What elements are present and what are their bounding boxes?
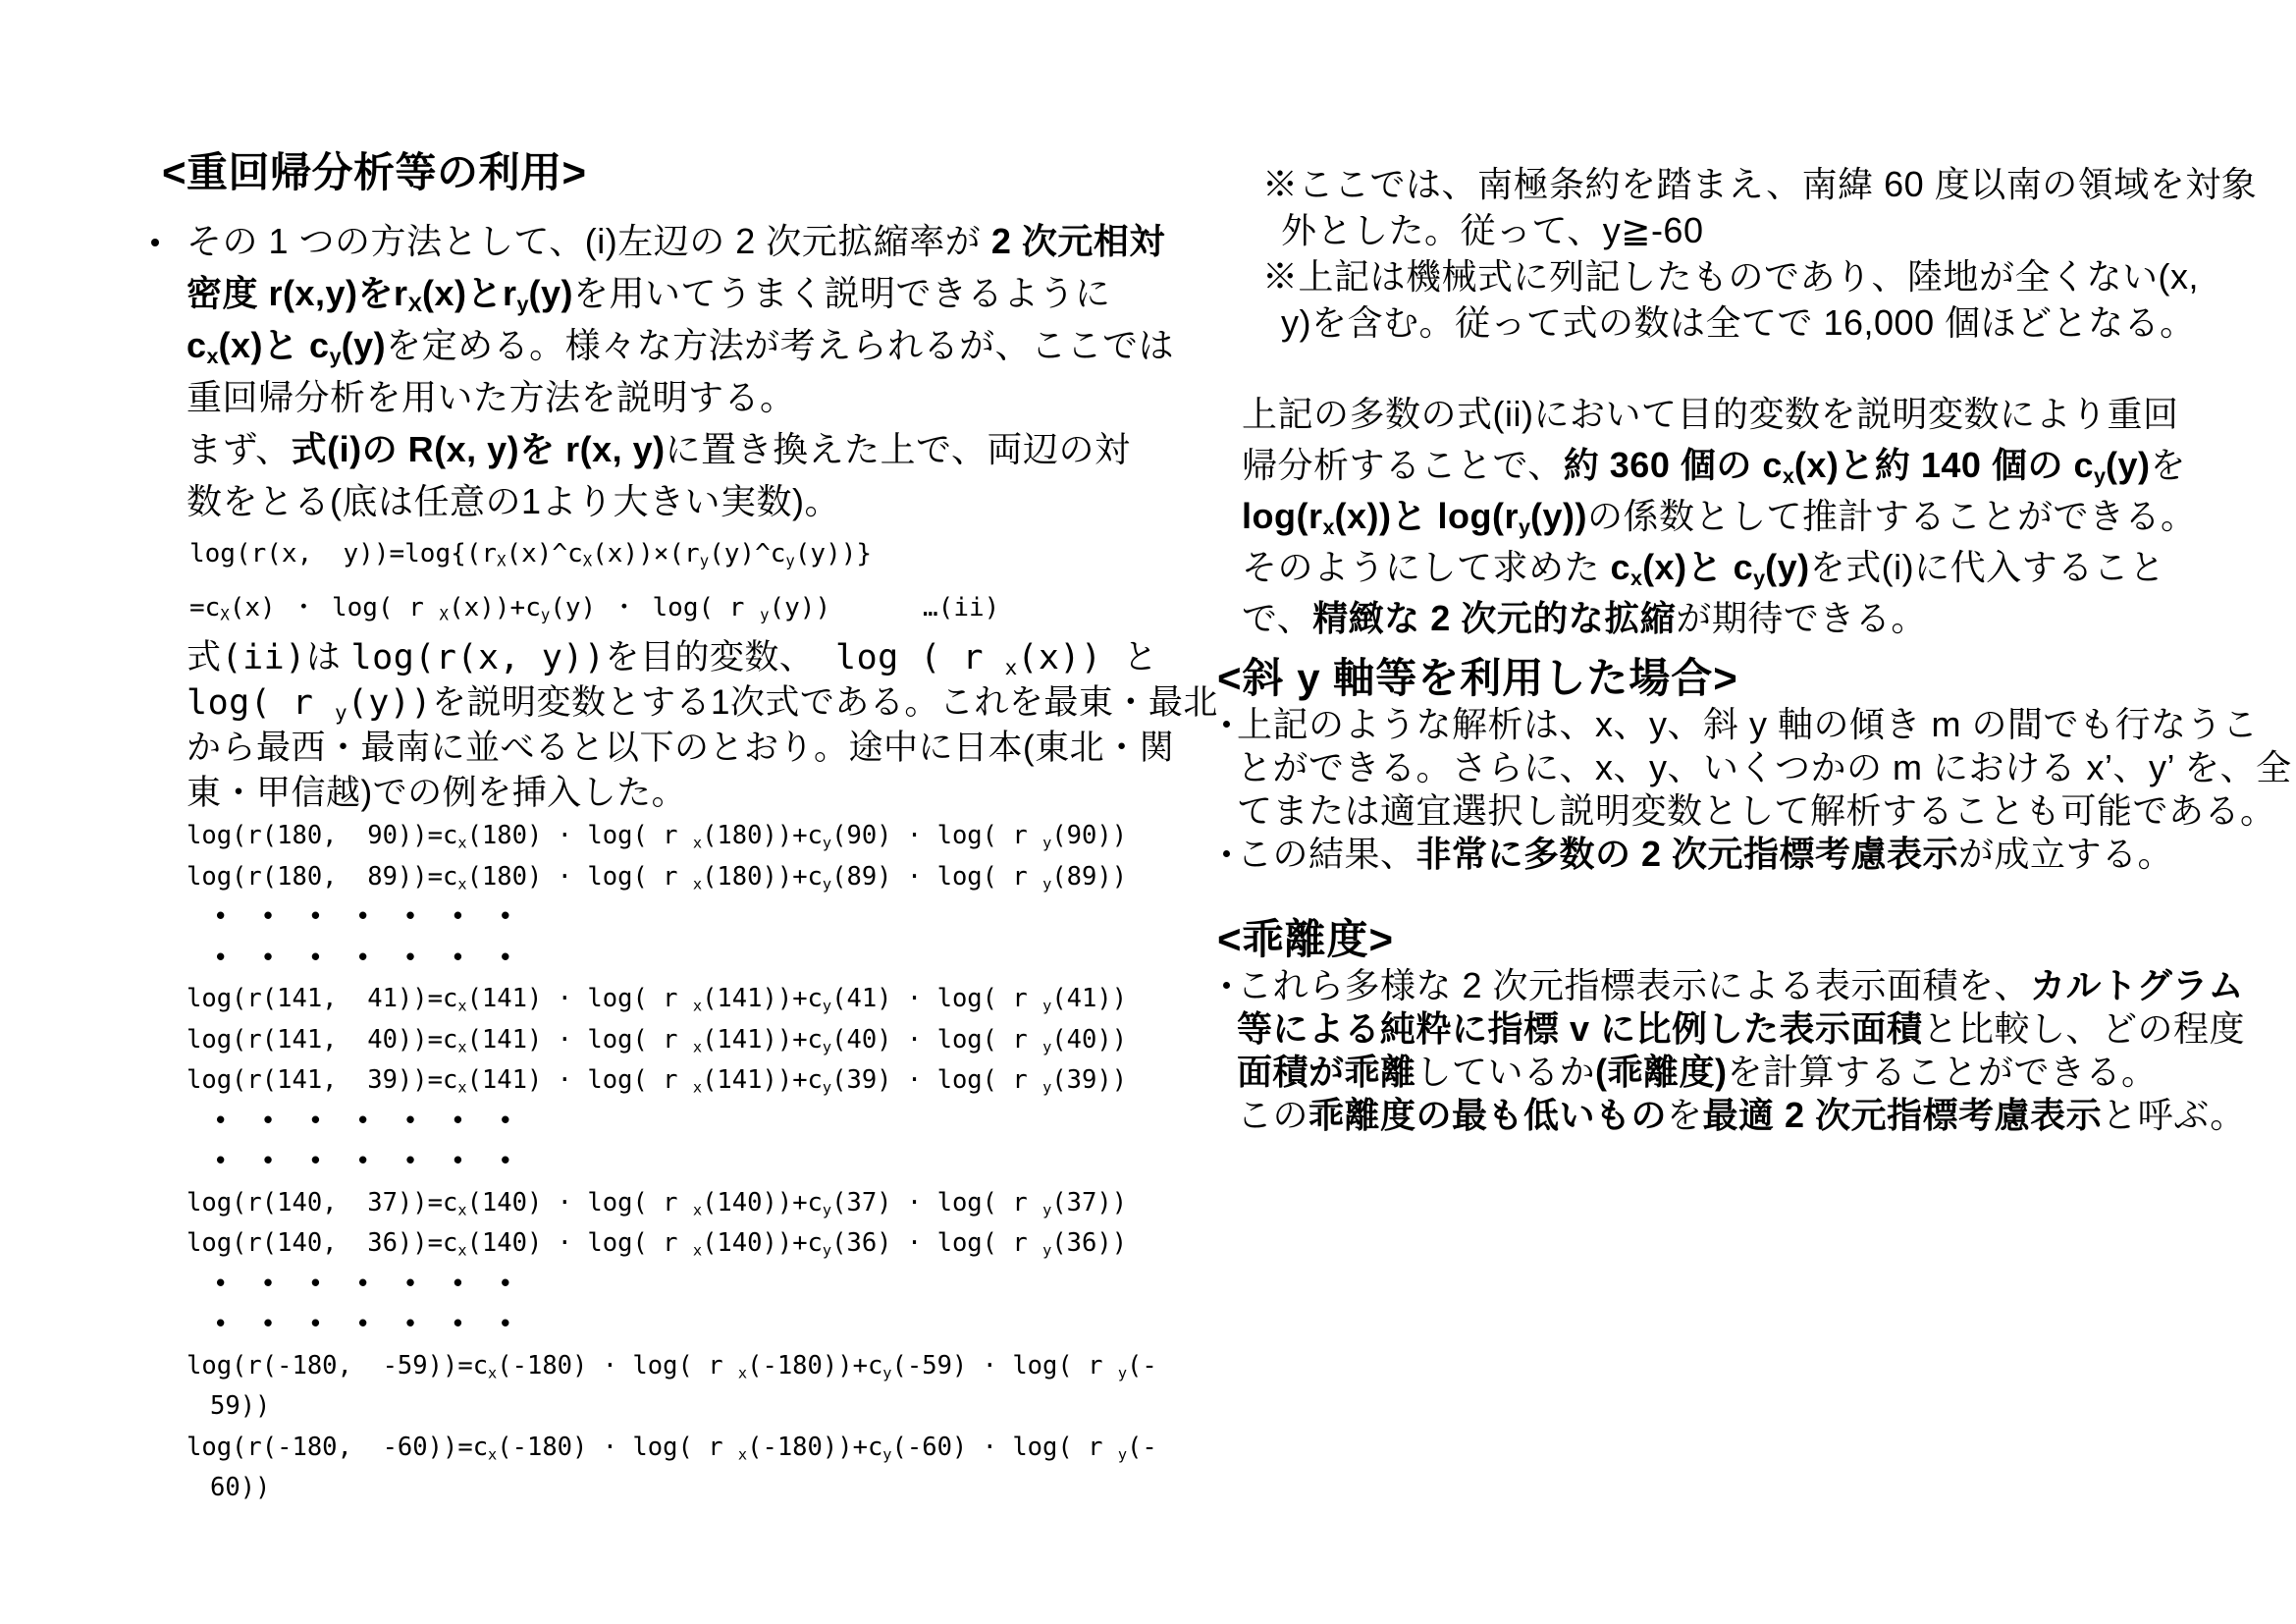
text-segment: X xyxy=(439,606,449,624)
text-segment: (x))×(r xyxy=(592,539,700,568)
text-segment: log(r(-180, -59))=c xyxy=(187,1350,489,1380)
formula-line xyxy=(149,527,1170,581)
text-segment: (41)) xyxy=(1051,984,1128,1013)
text-segment: x xyxy=(206,344,219,369)
text-segment: (180))+c xyxy=(702,821,823,850)
text-segment: y xyxy=(1518,514,1530,540)
text-segment: (141) · log( r xyxy=(466,1024,693,1055)
text-segment: を説明変数とする1次式である。これを最東・最北 xyxy=(431,683,1218,722)
text-segment: log(r(x, y)) xyxy=(350,638,606,677)
text-segment: y xyxy=(2093,463,2106,489)
text-segment: (89)) xyxy=(1051,861,1128,892)
text-segment: 式 xyxy=(187,638,222,677)
text-segment: r xyxy=(502,273,517,313)
text-segment: (y) ・ log( r xyxy=(550,593,761,623)
text-line xyxy=(149,635,1170,680)
text-segment: (x)と約 140 個の c xyxy=(1793,445,2094,485)
text-segment: x xyxy=(457,997,467,1015)
text-segment: ※ここでは、南極条約を踏まえ、南緯 60 度以南の領域を対象 xyxy=(1262,164,2258,204)
list-item-line xyxy=(1217,964,2268,1007)
text-segment: x xyxy=(1782,463,1794,489)
note-line xyxy=(1217,161,2268,207)
text-segment: =c xyxy=(189,593,221,623)
text-segment: log( r xyxy=(187,683,336,723)
text-segment: カルトグラム xyxy=(2030,965,2244,1005)
text-segment: 数をとる(底は任意の1より大きい実数)。 xyxy=(187,481,840,521)
text-line xyxy=(149,371,1170,423)
ellipsis-line xyxy=(149,1305,1170,1346)
text-segment: y xyxy=(1117,1444,1128,1463)
text-segment: を計算することができる。 xyxy=(1727,1052,2158,1092)
text-segment: y xyxy=(329,344,342,369)
left-column xyxy=(149,147,1218,1509)
text-segment: (40) · log( r xyxy=(831,1024,1043,1055)
text-segment: y xyxy=(1042,1078,1052,1097)
section-heading: <重回帰分析等の利用> xyxy=(162,149,587,195)
text-segment: (y)) xyxy=(1530,496,1587,536)
text-segment: X xyxy=(407,292,422,317)
equation-line xyxy=(149,816,1170,857)
text-segment: log(r xyxy=(1242,496,1323,536)
text-segment: y xyxy=(1753,566,1766,591)
text-segment: (x) ・ log( r xyxy=(229,593,440,623)
text-segment: 上記の多数の式(ii)において目的変数を説明変数により重回 xyxy=(1242,394,2179,434)
text-segment: x xyxy=(692,874,703,893)
text-segment: ••••••• xyxy=(213,1310,546,1339)
text-segment: log ( r xyxy=(814,638,1005,677)
note-line xyxy=(1217,207,2268,253)
text-segment: 精緻な 2 次元的な拡縮 xyxy=(1312,598,1677,638)
text-segment: y xyxy=(1042,834,1052,852)
text-segment: r xyxy=(394,273,408,313)
text-segment: (-180) · log( r xyxy=(497,1350,738,1380)
text-segment: その 1 つの方法として、(i)左辺の 2 次元拡縮率が xyxy=(187,221,991,261)
text-segment: log(r(141, 41))=c xyxy=(187,984,458,1013)
text-segment: (-59) · log( r xyxy=(891,1350,1118,1380)
text-segment: y xyxy=(822,1200,832,1218)
text-segment: ••••••• xyxy=(213,1106,546,1136)
equation-line xyxy=(149,979,1170,1020)
text-line xyxy=(149,215,1170,267)
text-segment: ••••••• xyxy=(213,1269,546,1299)
text-segment: を定める。様々な方法が考えられるが、ここでは xyxy=(386,325,1175,365)
text-segment: x xyxy=(692,1078,703,1097)
text-segment: (180) · log( r xyxy=(466,821,693,850)
text-segment: (37)) xyxy=(1051,1187,1128,1218)
list-item-line xyxy=(1217,703,2268,746)
text-line xyxy=(149,319,1175,371)
text-segment: ••••••• xyxy=(213,902,546,932)
ellipsis-line xyxy=(149,939,1170,980)
text-segment: x xyxy=(692,1037,703,1056)
text-segment: (36) · log( r xyxy=(831,1228,1043,1258)
text-segment: この xyxy=(1237,1095,1309,1135)
equation-line xyxy=(149,1183,1170,1224)
text-segment: (y)^c xyxy=(709,539,786,568)
left-column-body xyxy=(149,215,1218,1509)
text-segment: y xyxy=(335,700,347,725)
text-segment: (140) · log( r xyxy=(466,1187,693,1218)
text-segment: これら多様な 2 次元指標表示による表示面積を、 xyxy=(1237,965,2031,1005)
text-segment: x xyxy=(1322,514,1335,540)
text-segment: を xyxy=(1667,1095,1703,1135)
text-segment: (141) · log( r xyxy=(466,984,693,1013)
text-segment: <乖離度> xyxy=(1217,916,1395,962)
text-segment: (x)) xyxy=(1017,638,1124,677)
text-segment: を用いてうまく説明できるように xyxy=(573,273,1111,313)
text-segment: <斜 y 軸等を利用した場合> xyxy=(1217,655,1738,701)
text-line xyxy=(149,267,1170,319)
text-segment: 密度 r(x,y)を xyxy=(187,273,395,313)
text-segment: (90)) xyxy=(1051,821,1128,850)
text-segment: log(r(141, 39))=c xyxy=(187,1065,458,1095)
text-segment: log(r(141, 40))=c xyxy=(187,1024,458,1055)
text-segment: (x)と xyxy=(421,273,503,313)
text-segment: (140) · log( r xyxy=(466,1228,693,1258)
text-segment: x xyxy=(488,1444,498,1463)
text-segment: (乖離度) xyxy=(1595,1052,1728,1092)
text-segment: (y) xyxy=(1765,547,1810,587)
text-segment: 帰分析することで、 xyxy=(1242,445,1564,485)
text-line xyxy=(149,771,1170,816)
text-segment: y xyxy=(540,606,551,624)
text-segment: (x))+c xyxy=(448,593,541,623)
text-segment: ※上記は機械式に列記したものであり、陸地が全くない(x, xyxy=(1262,256,2199,297)
text-segment: x xyxy=(457,834,467,852)
text-segment: 2 次元相対 xyxy=(990,221,1165,261)
text-segment: y xyxy=(822,997,832,1015)
text-segment: を xyxy=(2150,445,2187,485)
text-segment: x xyxy=(1004,655,1018,679)
text-segment: y xyxy=(1042,1241,1052,1260)
text-segment: で、 xyxy=(1242,598,1313,638)
text-segment: (ii) xyxy=(221,638,306,677)
text-segment: しているか xyxy=(1415,1052,1596,1092)
ellipsis-line xyxy=(149,1142,1170,1183)
text-segment: 最適 2 次元指標考慮表示 xyxy=(1702,1095,2103,1135)
text-segment: y xyxy=(822,834,832,852)
text-segment: c xyxy=(1610,547,1631,587)
text-segment: 上記のような解析は、x、y、斜 y 軸の傾き m の間でも行なうこ xyxy=(1237,704,2259,744)
text-segment: y xyxy=(1042,997,1052,1015)
ellipsis-line xyxy=(149,1102,1170,1143)
text-segment: てまたは適宜選択し説明変数として解析することも可能である。 xyxy=(1237,790,2276,831)
list-item-line xyxy=(1217,746,2292,789)
text-segment: log(r(180, 90))=c xyxy=(187,821,458,850)
text-segment: X xyxy=(497,552,507,570)
text-segment: と呼ぶ。 xyxy=(2102,1095,2246,1135)
text-segment: (140))+c xyxy=(702,1187,823,1218)
list-item-line xyxy=(1217,1094,2268,1137)
text-segment: x xyxy=(457,1078,467,1097)
equation-line xyxy=(149,1386,1170,1428)
text-segment: y xyxy=(516,292,529,317)
text-segment: 60)) xyxy=(210,1473,271,1502)
text-segment: y xyxy=(822,1078,832,1097)
text-segment: (- xyxy=(1127,1432,1157,1462)
text-segment: (y) xyxy=(528,273,573,313)
text-line xyxy=(149,475,1170,527)
text-segment: 約 360 個の c xyxy=(1563,445,1783,485)
text-segment: 式(i)の R(x, y)を r(x, y) xyxy=(291,429,666,469)
list-item-line xyxy=(1217,789,2276,833)
text-segment: (x)^c xyxy=(506,539,583,568)
bullet-icon xyxy=(1223,850,1230,857)
text-segment: (-180) · log( r xyxy=(497,1432,738,1462)
text-segment: が成立する。 xyxy=(1958,834,2174,874)
text-segment: と xyxy=(1123,638,1158,677)
right-column-body xyxy=(1217,161,2292,1137)
text-segment: この結果、 xyxy=(1237,834,1416,874)
text-segment: c xyxy=(187,325,207,365)
text-segment: X xyxy=(220,606,230,624)
text-line xyxy=(149,680,1218,726)
text-segment: (x)と c xyxy=(1642,547,1754,587)
text-segment: (141))+c xyxy=(702,1024,823,1055)
equation-line xyxy=(149,1428,1170,1469)
list-item-line xyxy=(1217,833,2268,876)
text-segment: x xyxy=(692,1241,703,1260)
text-segment: (y) xyxy=(341,325,387,365)
note-line xyxy=(1217,253,2268,299)
text-segment: 外とした。従って、y≧-60 xyxy=(1281,210,1704,250)
paragraph-line xyxy=(1217,542,2268,593)
text-segment: x xyxy=(457,1200,467,1218)
text-segment: そのようにして求めた xyxy=(1242,547,1611,587)
text-segment: log(r(140, 36))=c xyxy=(187,1228,458,1258)
text-segment: 乖離度の最も低いもの xyxy=(1308,1095,1668,1135)
text-segment: (141))+c xyxy=(702,1065,823,1095)
text-segment: (39)) xyxy=(1051,1065,1128,1095)
text-segment: を目的変数、 xyxy=(605,638,815,677)
text-segment: y xyxy=(822,1241,832,1260)
text-segment: (39) · log( r xyxy=(831,1065,1043,1095)
text-segment: 東・甲信越)での例を挿入した。 xyxy=(187,774,687,812)
list-item-line xyxy=(1217,1051,2268,1094)
section-heading xyxy=(1217,915,2268,964)
text-segment: (40)) xyxy=(1051,1024,1128,1055)
text-segment: (-180))+c xyxy=(747,1350,883,1380)
text-segment: x xyxy=(457,874,467,893)
section-heading xyxy=(1217,654,2268,703)
equation-line xyxy=(149,1346,1170,1387)
text-segment: (140))+c xyxy=(702,1228,823,1258)
equation-line xyxy=(149,1020,1170,1061)
text-segment: x xyxy=(457,1241,467,1260)
text-segment: (89) · log( r xyxy=(831,861,1043,892)
text-segment: と比較し、どの程度 xyxy=(1922,1008,2246,1049)
text-segment: (36)) xyxy=(1051,1228,1128,1258)
text-segment: y xyxy=(699,552,710,570)
text-segment: x xyxy=(457,1037,467,1056)
text-segment: x xyxy=(488,1363,498,1381)
text-segment: (x)と c xyxy=(218,325,330,365)
text-segment: (-60) · log( r xyxy=(891,1432,1118,1462)
text-segment: から最西・最南に並べると以下のとおり。途中に日本(東北・関 xyxy=(187,729,1175,767)
text-segment: (180) · log( r xyxy=(466,861,693,892)
text-segment: y xyxy=(1042,874,1052,893)
text-segment: の係数として推計することができる。 xyxy=(1587,496,2197,536)
text-segment: x xyxy=(692,997,703,1015)
text-segment: 重回帰分析を用いた方法を説明する。 xyxy=(187,377,796,417)
text-segment: x xyxy=(692,1200,703,1218)
text-segment: 非常に多数の 2 次元指標考慮表示 xyxy=(1415,834,1959,874)
text-segment: (141))+c xyxy=(702,984,823,1013)
text-segment: (y)) …(ii) xyxy=(769,593,1000,623)
note-line xyxy=(1217,299,2268,346)
text-segment: y xyxy=(1042,1037,1052,1056)
text-segment: y xyxy=(822,1037,832,1056)
equation-line xyxy=(149,1223,1170,1265)
text-segment: 面積が乖離 xyxy=(1237,1052,1416,1092)
text-segment: とができる。さらに、x、y、いくつかの m における x’、y’ を、全 xyxy=(1237,747,2292,787)
paragraph-line xyxy=(1217,593,2268,644)
text-segment: 等による純粋に指標 v に比例した表示面積 xyxy=(1237,1008,1923,1049)
text-segment: (y) xyxy=(2106,445,2151,485)
text-segment: (y))} xyxy=(794,539,873,568)
text-segment: (37) · log( r xyxy=(831,1187,1043,1218)
text-segment: y xyxy=(785,552,795,570)
bullet-icon xyxy=(151,239,159,246)
text-segment: x xyxy=(737,1363,748,1381)
text-segment: log(r(x, y))=log{(r xyxy=(189,539,498,568)
text-segment: y)を含む。従って式の数は全てで 16,000 個ほどとなる。 xyxy=(1281,302,2196,343)
text-segment: 59)) xyxy=(210,1391,271,1421)
text-segment: が期待できる。 xyxy=(1676,598,1927,638)
text-segment: (180))+c xyxy=(702,861,823,892)
text-segment: (90) · log( r xyxy=(831,821,1043,850)
equation-line xyxy=(149,1060,1170,1102)
equation-line xyxy=(149,857,1170,898)
text-segment: y xyxy=(882,1363,892,1381)
text-segment: X xyxy=(582,552,593,570)
text-segment: まず、 xyxy=(187,429,292,469)
text-segment: log(r(180, 89))=c xyxy=(187,861,458,892)
text-segment: (-180))+c xyxy=(747,1432,883,1462)
text-segment: ••••••• xyxy=(213,943,546,973)
equation-line xyxy=(149,1468,1170,1509)
text-segment: (- xyxy=(1127,1350,1157,1380)
list-item-line xyxy=(1217,1007,2268,1051)
text-segment: log(r(-180, -60))=c xyxy=(187,1432,489,1462)
right-column xyxy=(1217,147,2292,1137)
bullet-icon xyxy=(1223,982,1230,989)
ellipsis-line xyxy=(149,897,1170,939)
text-segment: (41) · log( r xyxy=(831,984,1043,1013)
text-segment: y xyxy=(760,606,770,624)
text-segment: (x))と log(r xyxy=(1334,496,1519,536)
text-segment: x xyxy=(1630,566,1643,591)
paragraph-line xyxy=(1217,389,2268,440)
text-segment: に置き換えた上で、両辺の対 xyxy=(665,429,1131,469)
text-line xyxy=(149,423,1170,475)
text-segment: x xyxy=(737,1444,748,1463)
text-segment: を式(i)に代入すること xyxy=(1809,547,2165,587)
text-segment: (141) · log( r xyxy=(466,1065,693,1095)
text-segment: log(r(140, 37))=c xyxy=(187,1187,458,1218)
paragraph-line xyxy=(1217,491,2268,542)
text-segment: y xyxy=(882,1444,892,1463)
ellipsis-line xyxy=(149,1265,1170,1306)
text-segment: y xyxy=(1042,1200,1052,1218)
text-segment: y xyxy=(1117,1363,1128,1381)
text-segment: は xyxy=(305,638,351,677)
text-segment: y xyxy=(822,874,832,893)
text-segment: (y)) xyxy=(347,683,432,723)
bullet-icon xyxy=(1223,721,1230,728)
text-segment: ••••••• xyxy=(213,1147,546,1176)
paragraph-line xyxy=(1217,440,2268,491)
text-line xyxy=(149,726,1175,771)
formula-line xyxy=(149,581,1170,635)
text-segment: x xyxy=(692,834,703,852)
